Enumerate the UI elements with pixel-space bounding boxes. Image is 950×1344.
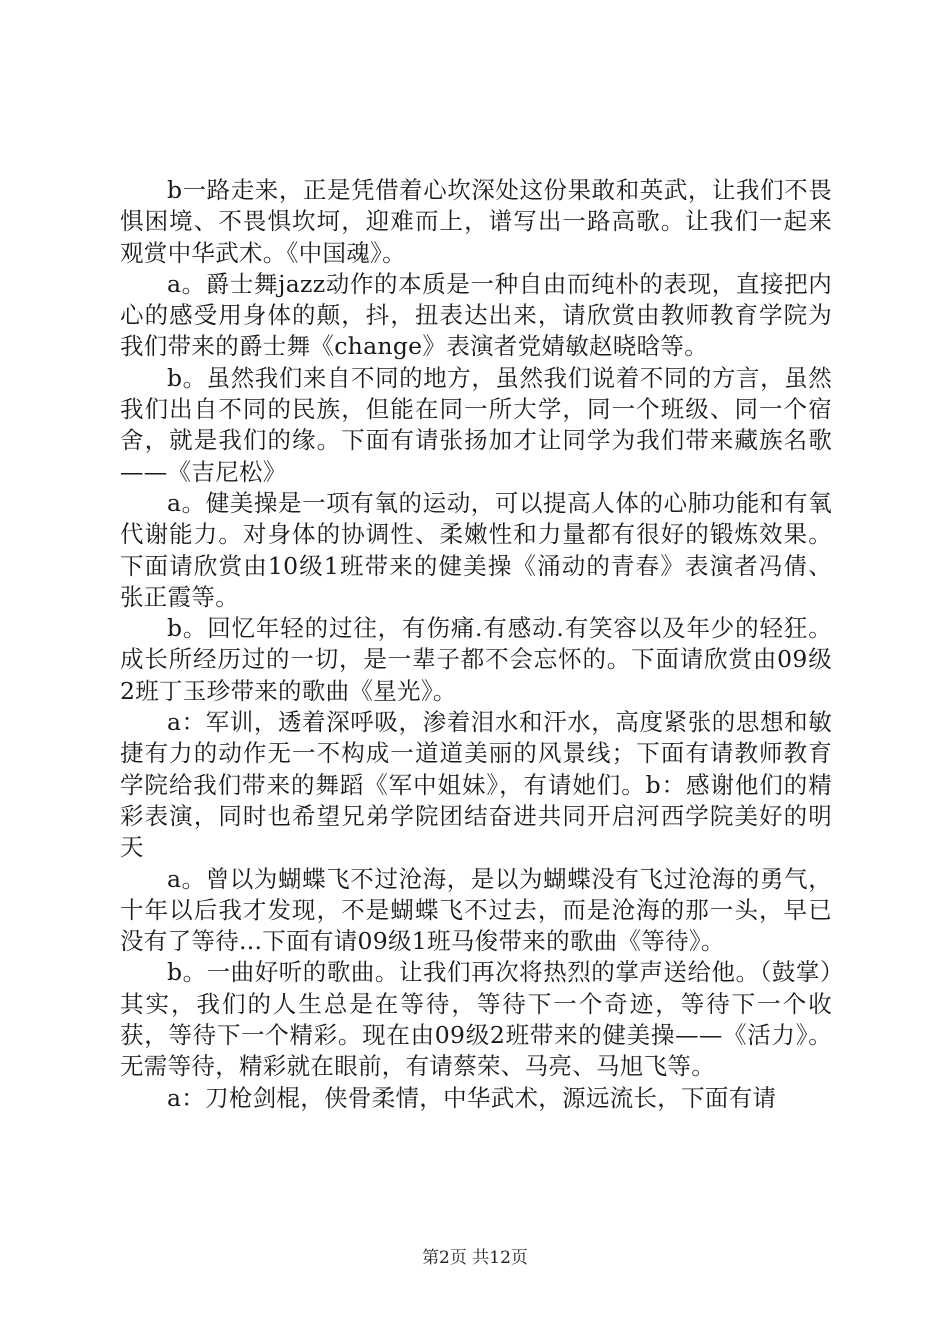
paragraph-9: a：刀枪剑棍，侠骨柔情，中华武术，源远流长，下面有请: [167, 1083, 777, 1112]
paragraph-2: a。爵士舞jazz动作的本质是一种自由而纯朴的表现，直接把内心的感受用身体的颠，抖，扭表达出来，请欣赏由教师教育学院为我们带来的爵士舞《change》表演者党婧敏赵晓晗等。: [120, 269, 832, 361]
paragraph-5: b。回忆年轻的过往，有伤痛.有感动.有笑容以及年少的轻狂。成长所经历过的一切，是一辈子都不会忘怀的。下面请欣赏由09级2班丁玉珍带来的歌曲《星光》。: [120, 614, 832, 705]
paragraph-7: a。曾以为蝴蝶飞不过沧海，是以为蝴蝶没有飞过沧海的勇气，十年以后我才发现，不是蝴蝶飞不过去，而是沧海的那一头，早已没有了等待...下面有请09级1班马俊带来的歌曲《等待》。: [120, 864, 832, 956]
paragraph-4: a。健美操是一项有氧的运动，可以提高人体的心肺功能和有氧代谢能力。对身体的协调性、柔嫩性和力量都有很好的锻炼效果。下面请欣赏由10级1班带来的健美操《涌动的青春》表演者冯倩、张正霞等。: [120, 488, 832, 611]
document-body: [120, 175, 832, 1114]
paragraph-1: b一路走来，正是凭借着心坎深处这份果敢和英武，让我们不畏惧困境、不畏惧坎坷，迎难而上，谱写出一路高歌。让我们一起来观赏中华武术。《中国魂》。: [120, 176, 832, 267]
paragraph-6: a：军训，透着深呼吸，渗着泪水和汗水，高度紧张的思想和敏捷有力的动作无一不构成一道道美丽的风景线；下面有请教师教育学院给我们带来的舞蹈《军中姐妹》，有请她们。b：感谢他们的精彩表演，同时也希望兄弟学院团结奋进共同开启河西学院美好的明天: [120, 708, 832, 862]
page-footer: 第2页 共12页: [422, 1248, 528, 1268]
paragraph-8: b。一曲好听的歌曲。让我们再次将热烈的掌声送给他。（鼓掌）其实，我们的人生总是在等待，等待下一个奇迹，等待下一个收获，等待下一个精彩。现在由09级2班带来的健美操——《活力》。无需等待，精彩就在眼前，有请蔡荣、马亮、马旭飞等。: [120, 958, 832, 1081]
paragraph-3: b。虽然我们来自不同的地方，虽然我们说着不同的方言，虽然我们出自不同的民族，但能在同一所大学，同一个班级、同一个宿舍，就是我们的缘。下面有请张扬加才让同学为我们带来藏族名歌——《吉尼松》: [120, 363, 832, 486]
